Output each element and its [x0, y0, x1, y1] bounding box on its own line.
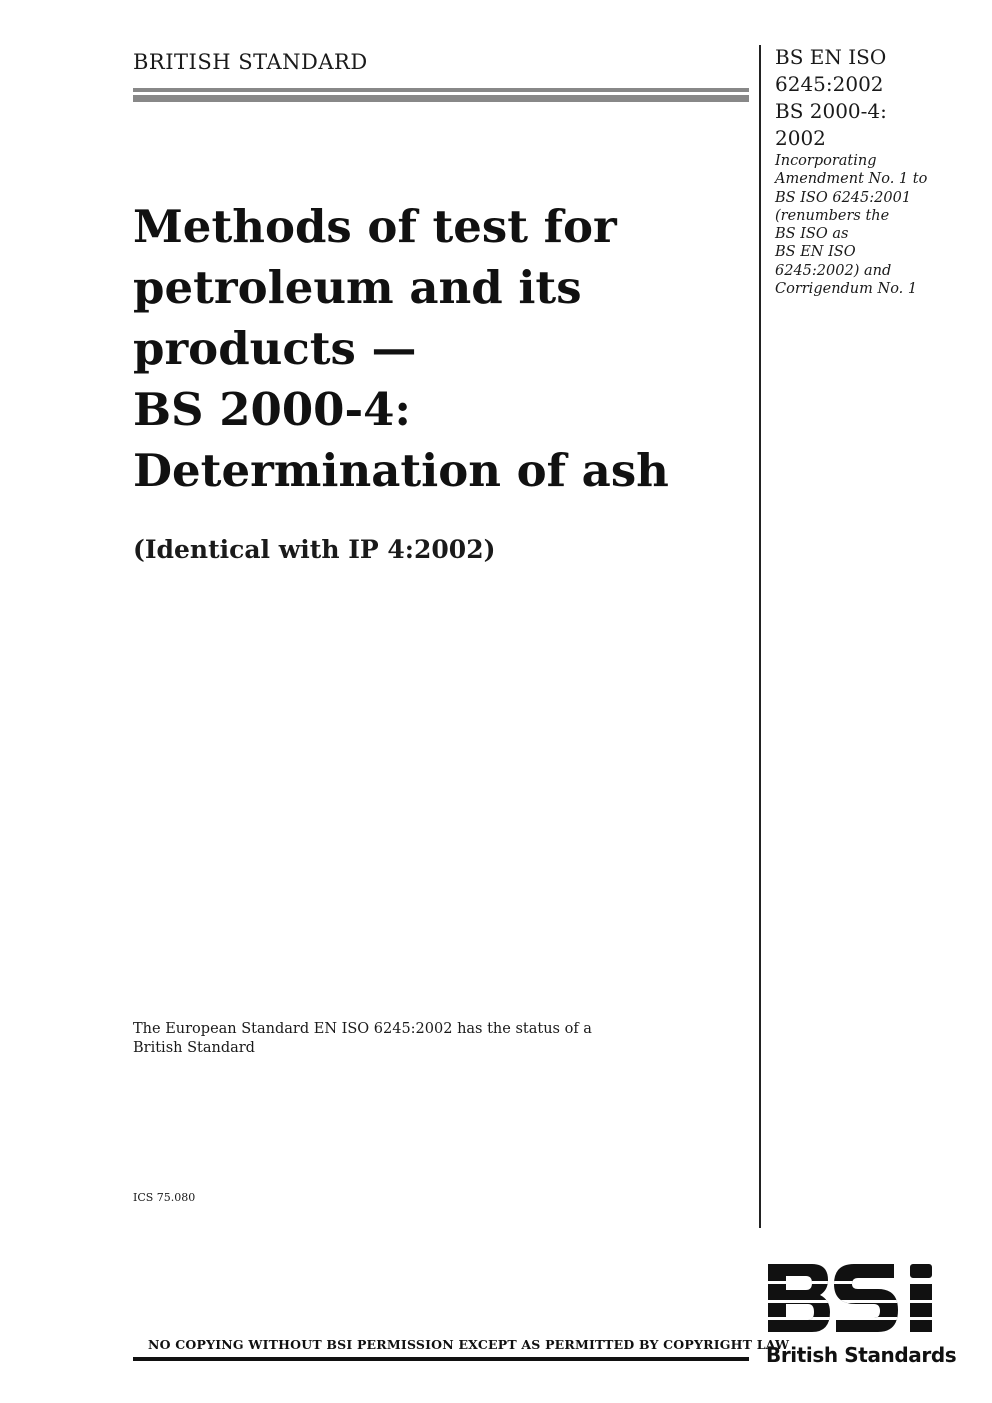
amendment-note-line: BS EN ISO [775, 244, 856, 261]
standard-number-line: BS EN ISO [775, 45, 887, 69]
document-title [133, 196, 753, 501]
amendment-note-line: Incorporating [775, 153, 877, 169]
header-rule [133, 88, 749, 102]
document-category-label: BRITISH STANDARD [133, 50, 368, 74]
amendment-note-line: 6245:2002) and [775, 262, 892, 279]
title-line: Determination of ash [133, 444, 669, 497]
column-divider [759, 45, 761, 1228]
amendment-note-line: Amendment No. 1 to [775, 171, 928, 188]
amendment-note-line: (renumbers the [775, 207, 890, 224]
amendment-note-line: Corrigendum No. 1 [775, 281, 918, 298]
standard-number-line: 6245:2002 [775, 72, 884, 96]
document-subtitle: (Identical with IP 4:2002) [133, 535, 496, 564]
ics-code: ICS 75.080 [133, 1191, 196, 1204]
status-note-line: The European Standard EN ISO 6245:2002 has the status of a [133, 1021, 592, 1037]
title-line: petroleum and its [133, 261, 582, 314]
title-line: Methods of test for [133, 200, 617, 253]
bsi-logo-subtitle: British Standards [766, 1343, 957, 1367]
amendment-note-line: BS ISO 6245:2001 [775, 189, 912, 206]
standard-number-block [775, 44, 975, 152]
status-note-line: British Standard [133, 1040, 255, 1056]
status-note [133, 1020, 653, 1058]
amendment-note-line: BS ISO as [775, 226, 849, 243]
standard-number-line: BS 2000-4: [775, 99, 887, 123]
copyright-notice: NO COPYING WITHOUT BSI PERMISSION EXCEPT AS PERMITTED BY COPYRIGHT LAW [148, 1337, 790, 1352]
footer-rule [133, 1357, 749, 1361]
title-line: BS 2000-4: [133, 383, 412, 436]
standard-number-line: 2002 [775, 126, 826, 150]
title-line: products — [133, 322, 417, 375]
bsi-logo-icon [766, 1262, 946, 1334]
amendment-note [775, 152, 975, 298]
